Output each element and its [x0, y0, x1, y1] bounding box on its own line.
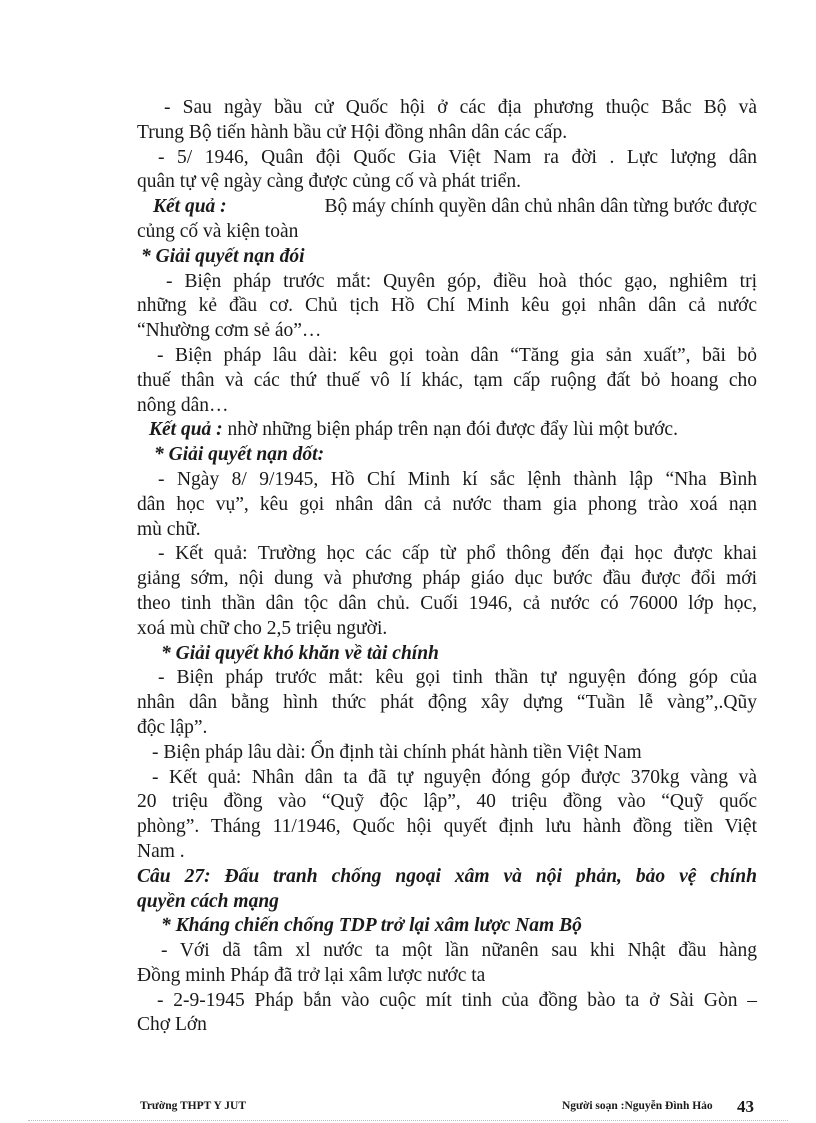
text-line: - Biện pháp trước mắt: kêu gọi tinh thần tự nguyện đóng góp của	[158, 667, 757, 689]
section-heading: * Giải quyết nạn dốt:	[154, 444, 325, 466]
text-line: - Biện pháp lâu dài: kêu gọi toàn dân “Tăng gia sản xuất”, bãi bỏ	[157, 344, 757, 366]
text-line: - Ngày 8/ 9/1945, Hồ Chí Minh kí sắc lệnh thành lập “Nha Bình	[158, 468, 757, 490]
text-line: mù chữ.	[137, 518, 201, 540]
section-heading: * Kháng chiến chống TDP trở lại xâm lược Nam Bộ	[161, 915, 582, 937]
text-line: Đồng minh Pháp đã trở lại xâm lược nước ta	[137, 964, 486, 986]
text-line: nhân dân bằng hình thức phát động xây dựng “Tuần lễ vàng”,.Qũy	[137, 692, 757, 714]
text-line: - Kết quả: Nhân dân ta đã tự nguyện đóng góp được 370kg vàng và	[152, 766, 757, 788]
text-line: 20 triệu đồng vào “Quỹ độc lập”, 40 triệu đồng vào “Quỹ quốc	[137, 791, 757, 813]
result-line	[137, 195, 757, 220]
result-label: Kết quả :	[153, 196, 227, 218]
text-line: theo tinh thần dân tộc dân chủ. Cuối 1946, cả nước có 76000 lớp học,	[137, 592, 757, 614]
text-line: củng cố và kiện toàn	[137, 220, 299, 242]
text-segment: nhờ những biện pháp trên nạn đói được đẩy lùi một bước.	[227, 419, 678, 441]
text-line: Chợ Lớn	[137, 1014, 207, 1036]
text-line: giảng sớm, nội dung và phương pháp giáo dục bước đầu được đổi mới	[137, 568, 757, 590]
footer-author: Người soạn :Nguyễn Đình Hảo	[562, 1100, 713, 1112]
footer-divider	[28, 1120, 788, 1121]
text-line: “Nhường cơm sẻ áo”…	[137, 320, 322, 342]
text-line: - Kết quả: Trường học các cấp từ phổ thông đến đại học được khai	[158, 543, 757, 565]
result-line	[137, 418, 757, 443]
text-line: - 2-9-1945 Pháp bắn vào cuộc mít tinh của đồng bào ta ở Sài Gòn –	[157, 989, 757, 1011]
page-body	[137, 96, 757, 1038]
text-line: xoá mù chữ cho 2,5 triệu người.	[137, 617, 388, 639]
text-line: - Sau ngày bầu cử Quốc hội ở các địa phương thuộc Bắc Bộ và	[164, 97, 757, 118]
text-line: - Với dã tâm xl nước ta một lần nữanên sau khi Nhật đầu hàng	[161, 940, 757, 962]
text-line: dân học vụ”, kêu gọi nhân dân cả nước tham gia phong trào xoá nạn	[137, 493, 757, 515]
section-heading: * Giải quyết nạn đói	[141, 245, 305, 267]
text-line: những kẻ đầu cơ. Chủ tịch Hồ Chí Minh kêu gọi nhân dân cả nước	[137, 295, 757, 317]
page-number: 43	[737, 1097, 754, 1116]
question-heading: Câu 27: Đấu tranh chống ngoại xâm và nội phản, bảo vệ chính	[137, 865, 757, 887]
question-heading: quyền cách mạng	[137, 890, 279, 912]
text-line: - Biện pháp trước mắt: Quyên góp, điều hoà thóc gạo, nghiêm trị	[166, 270, 757, 292]
text-segment: Bộ máy chính quyền dân chủ nhân dân từng bước được	[324, 196, 757, 218]
text-line: thuế thân và các thứ thuế vô lí khác, tạm cấp ruộng đất bỏ hoang cho	[137, 369, 757, 391]
text-line: Trung Bộ tiến hành bầu cử Hội đồng nhân dân các cấp.	[137, 121, 568, 143]
text-line: - Biện pháp lâu dài: Ổn định tài chính phát hành tiền Việt Nam	[152, 741, 642, 763]
text-line: quân tự vệ ngày càng được củng cố và phát triển.	[137, 171, 521, 193]
text-line: phòng”. Tháng 11/1946, Quốc hội quyết định lưu hành đồng tiền Việt	[137, 816, 757, 838]
footer-school: Trường THPT Y JUT	[140, 1100, 247, 1112]
text-line: Nam .	[137, 840, 185, 862]
text-line: độc lập”.	[137, 716, 208, 738]
text-line: nông dân…	[137, 394, 229, 416]
section-heading: * Giải quyết khó khăn về tài chính	[161, 642, 439, 664]
text-line: - 5/ 1946, Quân đội Quốc Gia Việt Nam ra đời . Lực lượng dân	[158, 146, 757, 168]
result-label: Kết quả :	[149, 419, 223, 441]
